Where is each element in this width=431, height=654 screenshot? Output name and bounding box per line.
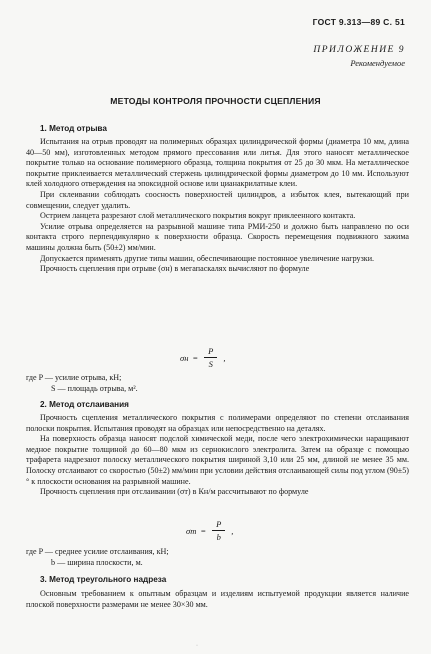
formula-tail: , [223,352,226,363]
legend-line: S — площадь отрыва, м². [51,383,138,393]
formula-legend-1 [26,373,138,394]
legend-line: где P — среднее усилие отслаивания, кН; [26,547,169,556]
appendix-block [313,44,405,70]
paragraph: Острием ланцета разрезают слой металлического покрытия вокруг приклеенного контакта. [40,211,356,221]
formula-equals: = [200,525,207,536]
paragraph: Прочность сцепления металлического покрытия с полимерами определяют по степени отслаивания полоски покрытия. Испытания проводят на образцах или непосредственно на деталях. [26,413,409,433]
appendix-subtitle: Рекомендуемое [350,58,405,68]
formula-denominator: b [216,532,221,542]
paragraph: При склеивании соблюдать соосность поверхностей цилиндров, а избыток клея, вытекающий при совмещении, следует удалить. [26,189,409,210]
formula-adhesion-peel [186,519,233,542]
paragraph: Прочность сцепления при отслаивании (σт) в Кн/м рассчитывают по формуле [40,487,309,497]
paragraph: На поверхность образца наносят подслой химической меди, после чего электрохимически наращивают медное покрытие толщиной до 60—80 мкм из сернокислого электролита. Затем на образце с помощью трафарета надрезают полоску металлического покрытия шириной 3,10 или 25 мм, длиной не менее 35 мм. Полоску отслаивают со скоростью (50±2) мм/мин при условии действия отслаивающей силы под углом (90±5)° к плоскости основания на разрывной машине. [26,434,409,486]
formula-lhs: σн [180,352,189,363]
footer-mark: · [196,643,198,649]
page-header: ГОСТ 9.313—89 С. 51 [312,17,405,27]
document-title: МЕТОДЫ КОНТРОЛЯ ПРОЧНОСТИ СЦЕПЛЕНИЯ [110,96,321,106]
section-2-heading: 2. Метод отслаивания [40,400,129,409]
section-1-body [26,137,409,275]
formula-numerator: P [212,519,225,531]
formula-legend-2 [26,547,169,568]
formula-lhs: σт [186,525,197,536]
formula-denominator: S [208,359,213,369]
formula-numerator: P [204,346,217,358]
paragraph: Усилие отрыва определяется на разрывной машине типа РМИ-250 и должно быть направлено по оси контакта строго перпендикулярно к поверхности образца. Скорость перемещения подвижного зажима машины должна быть (50±2) мм/мин. [26,221,409,252]
formula-adhesion-tear [180,346,226,369]
paragraph: Испытания на отрыв проводят на полимерных образцах цилиндрической формы (диаметра 10 мм, длина 40—50 мм), изготовленных методом прямого прессования или литья. Для этого наносят металлическое покрытие только на основание полимерного образца, толщина покрытия от 25 до 30 мкм. На металлическое покрытие приклеивается металлический стержень цилиндрической формы диаметром до 10 мм. Используют клей холодного отверждения на эпоксидной основе или цианакрилатные клеи. [26,137,409,189]
appendix-title: ПРИЛОЖЕНИЕ 9 [313,45,405,55]
section-3-body [26,589,409,610]
legend-line: где P — усилие отрыва, кН; [26,373,122,382]
formula-fraction [212,519,225,542]
formula-equals: = [192,352,199,363]
section-3-heading: 3. Метод треугольного надреза [40,575,167,584]
section-2-body [26,413,409,498]
paragraph: Основным требованием к опытным образцам и изделиям испытуемой продукции является наличие плоской поверхности размерами не менее 30×30 мм. [26,589,409,609]
legend-line: b — ширина плоскости, м. [51,557,143,567]
formula-tail: , [231,525,234,536]
paragraph: Прочность сцепления при отрыве (σн) в мегапаскалях вычисляют по формуле [40,264,310,274]
paragraph: Допускается применять другие типы машин, обеспечивающие постоянное увеличение нагрузки. [40,253,375,263]
section-1-heading: 1. Метод отрыва [40,124,107,133]
formula-fraction [204,346,217,369]
